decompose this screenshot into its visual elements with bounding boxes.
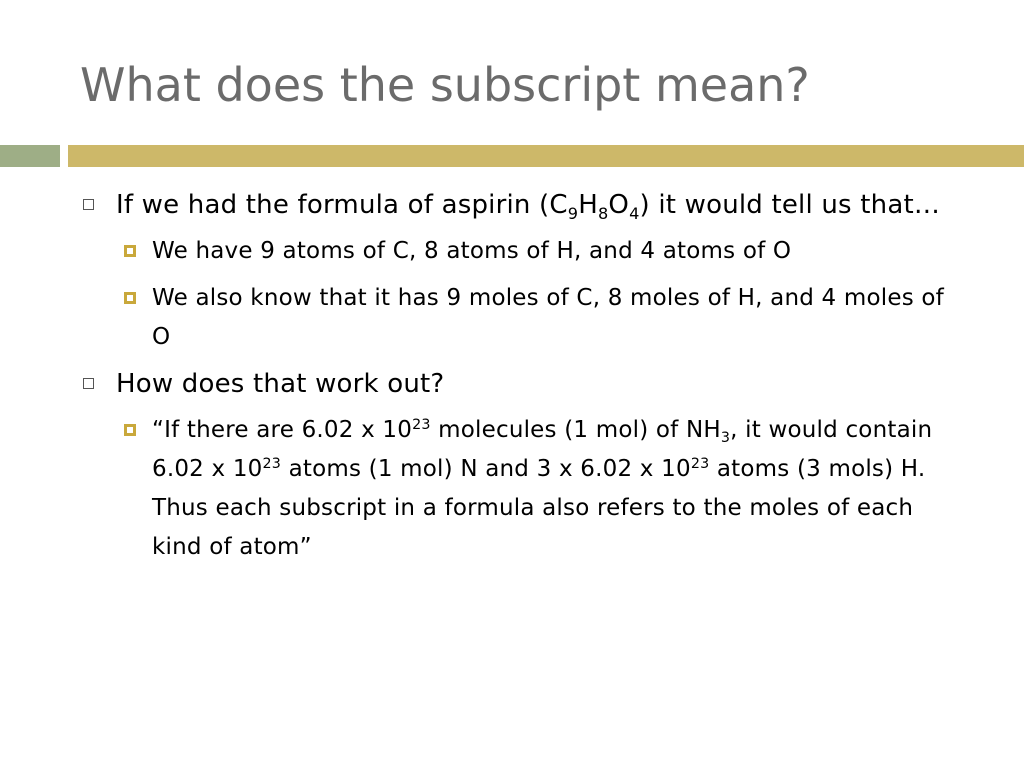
slide-title: What does the subscript mean? <box>80 58 810 112</box>
subscript-hydrogen: 8 <box>597 203 609 223</box>
quote-text-part: “If there are 6.02 x 10 <box>152 417 413 443</box>
gold-square-bullet-icon <box>124 292 136 304</box>
superscript-exponent: 23 <box>690 456 710 473</box>
title-divider-accent-right <box>68 145 1024 167</box>
quote-text-part: molecules (1 mol) of NH <box>430 417 721 443</box>
bullet-text-part: ) it would tell us that… <box>639 190 941 220</box>
bullet-how-does-it-work <box>80 365 960 403</box>
hollow-square-icon <box>83 199 94 210</box>
title-divider-accent-left <box>0 145 60 167</box>
subscript-nitrogen-hydrogen: 3 <box>720 429 731 446</box>
superscript-exponent: 23 <box>262 456 282 473</box>
hollow-square-icon <box>83 378 94 389</box>
sub-bullet-atoms <box>80 232 960 271</box>
sub-bullet-quote <box>80 411 960 567</box>
slide-body <box>80 186 960 575</box>
quote-text-part: , it would contain 6.02 x 10 <box>152 417 933 482</box>
bullet-text-part: If we had the formula of aspirin (C <box>116 190 568 220</box>
quote-text-part: atoms (3 mols) H. Thus each subscript in a formula also refers to the moles of each kind of atom” <box>152 456 926 560</box>
sub-bullet-moles <box>80 279 960 357</box>
bullet-text: How does that work out? <box>116 369 445 399</box>
sub-bullet-text: We have 9 atoms of C, 8 atoms of H, and 4 atoms of O <box>152 238 792 264</box>
bullet-aspirin-formula <box>80 186 960 224</box>
subscript-carbon: 9 <box>567 203 579 223</box>
bullet-text-part: O <box>608 190 630 220</box>
gold-square-bullet-icon <box>124 245 136 257</box>
superscript-exponent: 23 <box>412 417 431 434</box>
quote-text-part: atoms (1 mol) N and 3 x 6.02 x 10 <box>281 456 691 482</box>
subscript-oxygen: 4 <box>629 203 640 223</box>
gold-square-bullet-icon <box>124 424 136 436</box>
sub-bullet-text: We also know that it has 9 moles of C, 8 moles of H, and 4 moles of O <box>152 285 944 350</box>
bullet-text-part: H <box>578 190 598 220</box>
